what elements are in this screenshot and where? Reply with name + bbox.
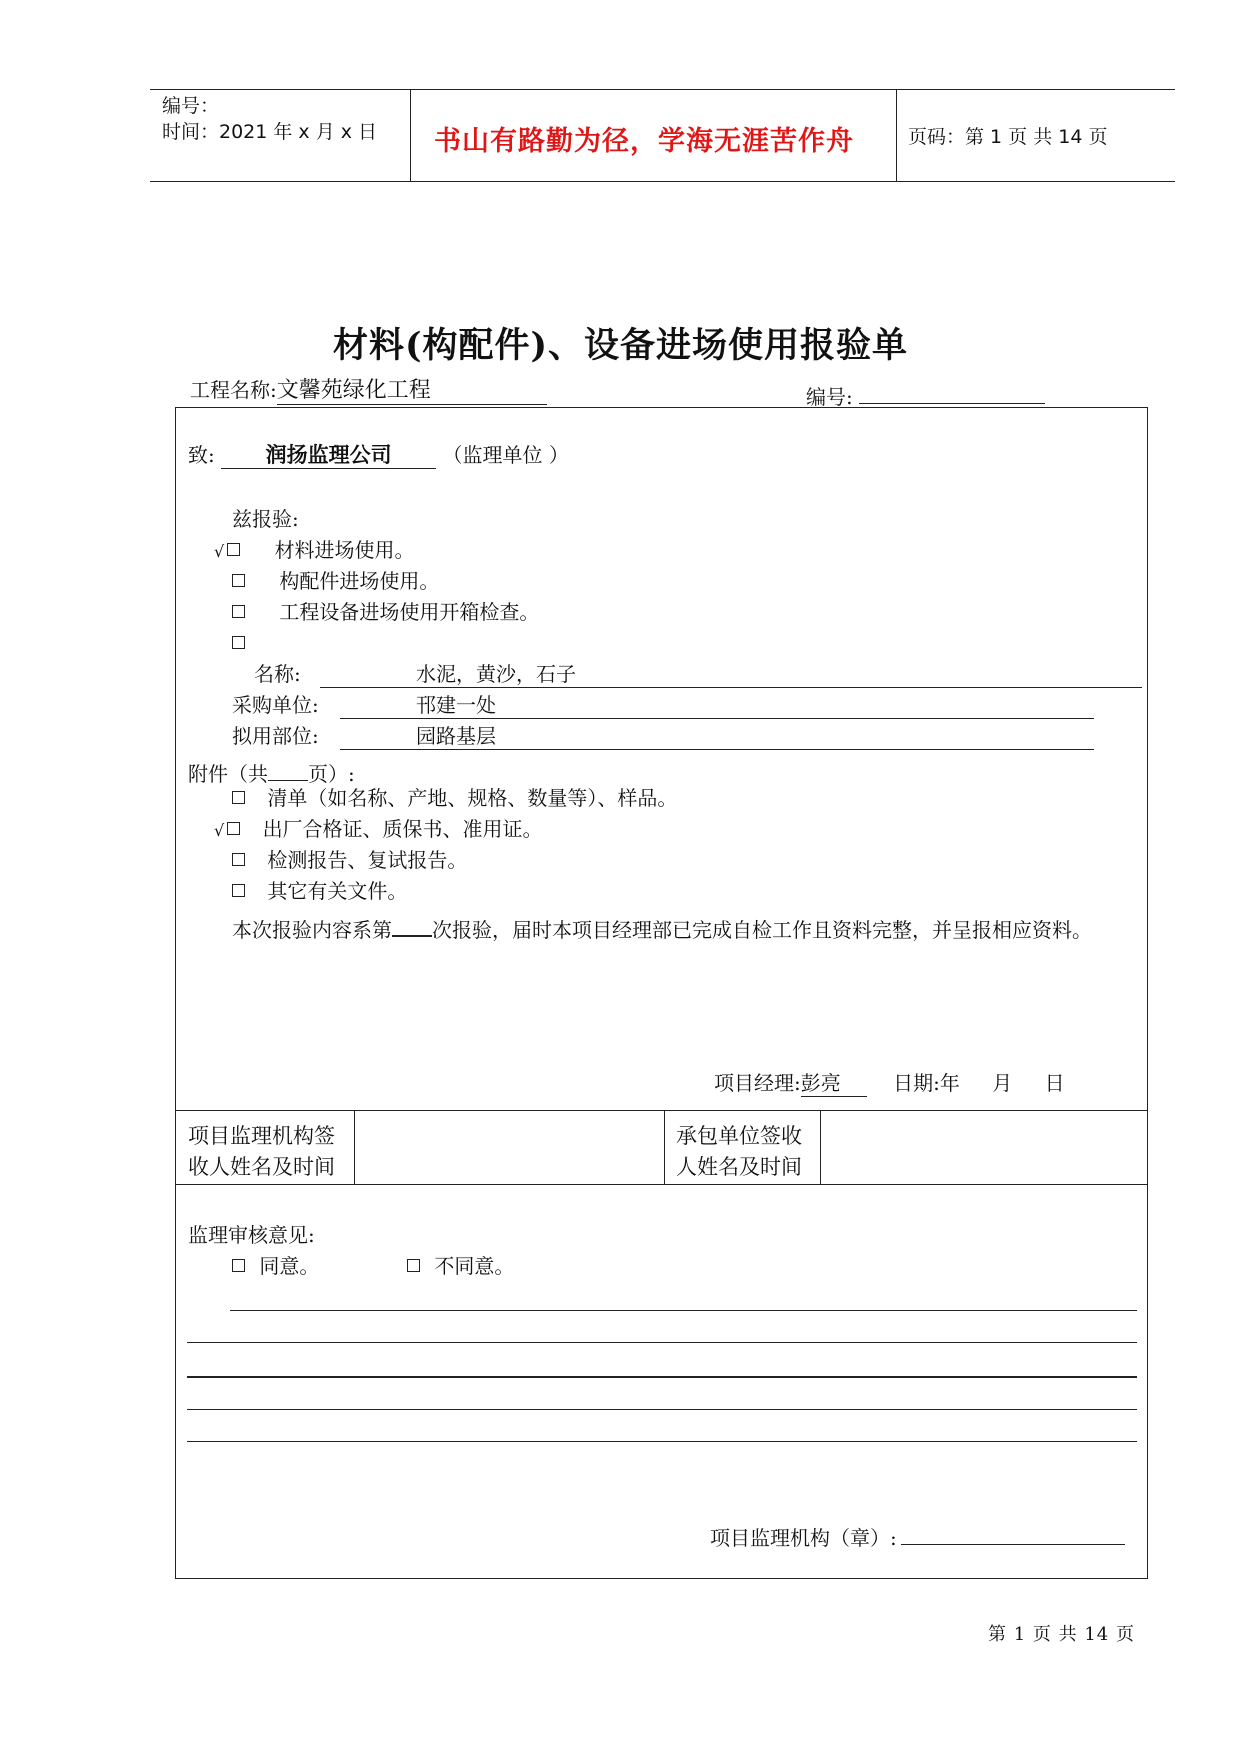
option-label: 构配件进场使用。 xyxy=(279,569,440,593)
review-line-5[interactable] xyxy=(187,1441,1137,1442)
attachment-label: 出厂合格证、质保书、准用证。 xyxy=(262,817,543,841)
to-suffix: （监理单位 ） xyxy=(442,443,569,467)
sign-contractor-label: 承包单位签收 人姓名及时间 xyxy=(676,1124,802,1179)
header-divider-left xyxy=(410,89,411,182)
checkbox-components[interactable] xyxy=(232,574,245,587)
option-label: 材料进场使用。 xyxy=(274,538,415,562)
check-mark: √ xyxy=(214,542,225,561)
checkbox-attachment-list[interactable] xyxy=(232,791,245,804)
disagree-label: 不同意。 xyxy=(434,1254,515,1278)
document-title: 材料(构配件)、设备进场使用报验单 xyxy=(332,325,909,366)
manager-value: 彭亮 xyxy=(801,1070,867,1097)
header-page-info: 页码：第 1 页 共 14 页 xyxy=(908,126,1108,148)
review-line-2[interactable] xyxy=(187,1342,1137,1343)
field-row-name xyxy=(254,661,301,687)
header-divider-right xyxy=(896,89,897,182)
stamp-field[interactable] xyxy=(901,1518,1125,1545)
field-label: 名称: xyxy=(254,662,301,686)
review-line-4[interactable] xyxy=(187,1409,1137,1410)
checkbox-attachment-other[interactable] xyxy=(232,884,245,897)
attachment-label: 清单（如名称、产地、规格、数量等）、样品。 xyxy=(267,786,678,810)
checkbox-other[interactable] xyxy=(232,636,245,649)
sign-divider-1 xyxy=(354,1110,355,1184)
review-label: 监理审核意见: xyxy=(188,1223,315,1247)
manager-label: 项目经理: xyxy=(714,1071,801,1095)
option-row-equipment[interactable] xyxy=(232,599,539,625)
checkbox-attachment-test[interactable] xyxy=(232,853,245,866)
field-label: 采购单位: xyxy=(232,693,319,717)
checkbox-disagree[interactable] xyxy=(407,1259,420,1272)
header-number-label: 编号： xyxy=(162,95,220,117)
stamp-row xyxy=(710,1518,1125,1551)
attachment-row-test[interactable] xyxy=(232,847,467,873)
attachments-pages-field[interactable] xyxy=(268,754,308,781)
project-name-row xyxy=(190,377,547,405)
report-count-field[interactable] xyxy=(392,909,432,937)
review-line-3[interactable] xyxy=(187,1376,1137,1378)
project-name-label: 工程名称: xyxy=(190,378,277,402)
sign-divider-2 xyxy=(664,1110,665,1184)
checkbox-material[interactable] xyxy=(227,543,240,556)
date-month: 月 xyxy=(992,1071,1013,1095)
attachment-label: 其它有关文件。 xyxy=(267,879,408,903)
sign-supervisor-field[interactable] xyxy=(356,1112,662,1182)
checkbox-agree[interactable] xyxy=(232,1259,245,1272)
check-mark: √ xyxy=(214,821,225,840)
sign-supervisor-label: 项目监理机构签 收人姓名及时间 xyxy=(188,1124,335,1179)
review-disagree-row[interactable] xyxy=(407,1253,514,1279)
sign-row-top-rule xyxy=(175,1110,1148,1111)
field-label: 拟用部位: xyxy=(232,724,319,748)
project-number-field[interactable] xyxy=(859,377,1045,404)
attachment-row-list[interactable] xyxy=(232,785,677,811)
attachment-row-certificate[interactable] xyxy=(214,816,543,844)
sign-contractor-field[interactable] xyxy=(822,1112,1146,1182)
stamp-label: 项目监理机构（章）: xyxy=(710,1526,897,1550)
project-number-row xyxy=(806,377,1045,410)
date-day: 日 xyxy=(1044,1071,1065,1095)
checkbox-attachment-certificate[interactable] xyxy=(227,822,240,835)
to-value: 润扬监理公司 xyxy=(221,442,436,469)
footer-page: 第 1 页 共 14 页 xyxy=(988,1624,1135,1645)
agree-label: 同意。 xyxy=(259,1254,320,1278)
to-row xyxy=(188,442,569,469)
attachment-row-other[interactable] xyxy=(232,878,407,904)
review-line-1[interactable] xyxy=(230,1310,1137,1311)
option-label: 工程设备进场使用开箱检查。 xyxy=(279,600,540,624)
field-value-location: 园路基层 xyxy=(340,723,1094,750)
statement: 本次报验内容系第 次报验，届时本项目经理部已完成自检工作且资料完整，并呈报相应资料。 xyxy=(232,909,1092,943)
header-top-rule xyxy=(150,89,1175,90)
header-time: 时间：2021 年 x 月 x 日 xyxy=(162,121,378,143)
header-bottom-rule xyxy=(150,181,1175,182)
field-value-purchaser: 邗建一处 xyxy=(340,692,1094,719)
attachment-label: 检测报告、复试报告。 xyxy=(267,848,468,872)
manager-row xyxy=(714,1070,1065,1097)
field-row-location xyxy=(232,723,319,749)
option-row-other[interactable] xyxy=(232,630,245,656)
project-number-label: 编号: xyxy=(806,385,853,409)
field-row-purchaser xyxy=(232,692,319,718)
attachments-row: 附件（共 页）: xyxy=(188,754,355,787)
field-value-name: 水泥，黄沙，石子 xyxy=(320,661,1142,688)
report-intro: 兹报验: xyxy=(232,507,299,531)
date-label: 日期:年 xyxy=(893,1071,960,1095)
option-row-material[interactable] xyxy=(214,537,415,565)
option-row-components[interactable] xyxy=(232,568,439,594)
header-motto: 书山有路勤为径，学海无涯苦作舟 xyxy=(434,126,854,157)
checkbox-equipment[interactable] xyxy=(232,605,245,618)
project-name-value: 文馨苑绿化工程 xyxy=(277,378,547,405)
sign-divider-3 xyxy=(820,1110,821,1184)
to-label: 致: xyxy=(188,443,215,467)
sign-row-bottom-rule xyxy=(175,1184,1148,1185)
review-agree-row[interactable] xyxy=(232,1253,319,1279)
